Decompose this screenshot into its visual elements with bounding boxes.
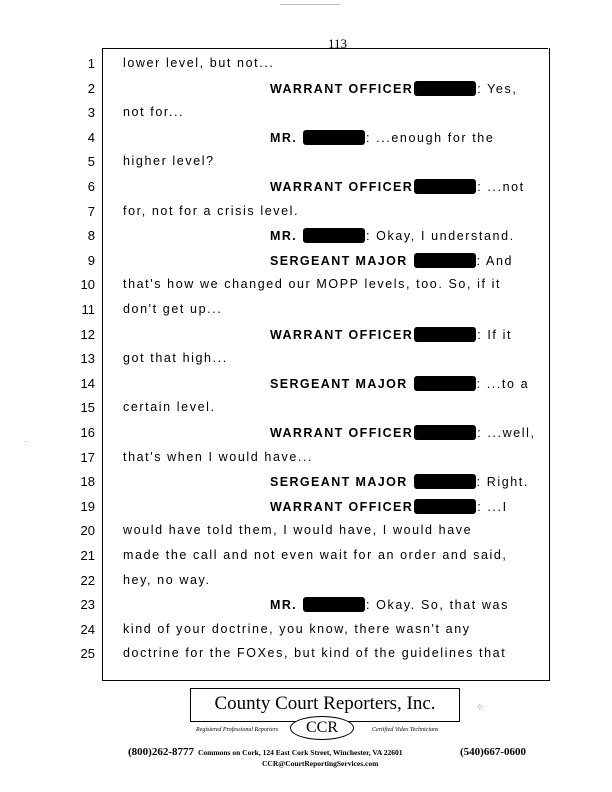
line-number: 10 xyxy=(80,277,95,293)
line-text xyxy=(123,154,215,168)
spoken-text: : ...I xyxy=(477,499,508,514)
line-number: 1 xyxy=(87,56,95,71)
speaker-line xyxy=(270,425,536,440)
redaction-block xyxy=(414,81,476,96)
line-number: 5 xyxy=(87,154,95,170)
speaker-line xyxy=(270,499,508,514)
line-text xyxy=(123,450,313,464)
line-number: 17 xyxy=(80,449,95,465)
line-number: 6 xyxy=(87,179,95,194)
redaction-block xyxy=(303,130,365,145)
spoken-text: hey, no way. xyxy=(123,572,211,587)
spoken-text: kind of your doctrine, you know, there wasn't any xyxy=(123,621,471,636)
logo-caption-left: Registered Professional Reporters xyxy=(196,727,279,733)
spoken-text: : Okay, I understand. xyxy=(366,229,515,244)
speaker-name: WARRANT OFFICER xyxy=(270,499,414,514)
line-text xyxy=(123,622,471,636)
transcript-line xyxy=(0,202,612,227)
redaction-block xyxy=(414,376,476,391)
line-number: 22 xyxy=(80,572,95,588)
spoken-text: : Okay. So, that was xyxy=(366,598,509,613)
line-number: 4 xyxy=(87,129,95,145)
speaker-name: SERGEANT MAJOR xyxy=(270,376,413,391)
spoken-text: certain level. xyxy=(123,400,216,415)
transcript-line xyxy=(0,103,612,128)
line-text xyxy=(123,105,184,119)
transcript-line xyxy=(0,571,612,596)
spoken-text: : ...enough for the xyxy=(366,130,495,145)
footer-phone-right: (540)667-0600 xyxy=(460,746,526,758)
redaction-block xyxy=(414,499,476,514)
line-text xyxy=(123,351,228,365)
line-text xyxy=(123,646,506,660)
line-number: 19 xyxy=(80,498,95,514)
spoken-text: : ...not xyxy=(477,180,525,194)
spoken-text: that's how we changed our MOPP levels, too. So, if it xyxy=(123,277,502,292)
line-number: 25 xyxy=(80,646,95,662)
speaker-line xyxy=(270,228,515,243)
transcript-line xyxy=(0,644,612,669)
speaker-line xyxy=(270,597,509,612)
logo-initials: CCR xyxy=(290,716,354,740)
redaction-block xyxy=(414,253,476,268)
line-text xyxy=(123,56,274,70)
speaker-name: MR. xyxy=(270,598,302,613)
line-number: 24 xyxy=(80,621,95,637)
spoken-text: that's when I would have... xyxy=(123,449,314,464)
line-number: 3 xyxy=(87,105,95,121)
redaction-block xyxy=(414,327,476,342)
spoken-text: : If it xyxy=(477,327,513,342)
transcript-line xyxy=(0,521,612,546)
line-text xyxy=(123,548,508,562)
transcript-line xyxy=(0,620,612,645)
line-number: 15 xyxy=(80,400,95,416)
scan-mark-line xyxy=(280,4,340,5)
speaker-name: WARRANT OFFICER xyxy=(270,327,414,342)
line-number: 16 xyxy=(80,425,95,440)
spoken-text: lower level, but not... xyxy=(123,56,275,70)
speaker-name: WARRANT OFFICER xyxy=(270,81,414,96)
line-number: 7 xyxy=(87,203,95,219)
line-number: 14 xyxy=(80,375,95,391)
transcript-line xyxy=(0,595,612,620)
line-number: 12 xyxy=(80,326,95,342)
spoken-text: : And xyxy=(476,253,514,268)
redaction-block xyxy=(414,474,476,489)
speaker-line xyxy=(270,474,529,489)
speaker-name: WARRANT OFFICER xyxy=(270,180,414,194)
transcript-line xyxy=(0,472,612,497)
spoken-text: : Yes, xyxy=(477,81,518,96)
transcript-frame-top xyxy=(102,48,548,49)
transcript-line xyxy=(0,448,612,473)
transcript-line xyxy=(0,374,612,399)
speaker-line xyxy=(270,327,512,342)
scan-dot: · xyxy=(24,437,27,446)
speaker-line xyxy=(270,81,517,96)
spoken-text: don't get up... xyxy=(123,302,223,316)
line-number: 9 xyxy=(87,252,95,268)
speaker-name: MR. xyxy=(270,130,302,145)
transcript-line xyxy=(0,300,612,325)
transcript-line xyxy=(0,398,612,423)
line-number: 2 xyxy=(87,80,95,96)
speaker-name: SERGEANT MAJOR xyxy=(270,475,413,490)
line-text xyxy=(123,204,299,218)
logo-caption-right: Certified Video Technicians xyxy=(372,727,439,733)
speaker-name: SERGEANT MAJOR xyxy=(270,253,413,268)
redaction-block xyxy=(414,425,476,440)
spoken-text: : ...to a xyxy=(476,376,530,391)
transcript-line xyxy=(0,152,612,177)
line-text xyxy=(123,523,472,537)
transcript-line xyxy=(0,251,612,276)
line-text xyxy=(123,302,222,316)
scan-speck: ⁘ xyxy=(476,702,484,712)
line-number: 11 xyxy=(81,302,95,317)
speaker-name: WARRANT OFFICER xyxy=(270,426,414,440)
spoken-text: doctrine for the FOXes, but kind of the guidelines that xyxy=(123,646,507,661)
footer-address: Commons on Cork, 124 East Cork Street, Winchester, VA 22601 xyxy=(198,748,403,757)
line-number: 8 xyxy=(87,228,95,244)
line-text xyxy=(123,277,501,291)
redaction-block xyxy=(303,597,365,612)
line-text xyxy=(123,573,211,587)
speaker-name: MR. xyxy=(270,229,302,244)
line-number: 13 xyxy=(80,351,95,367)
spoken-text: not for... xyxy=(123,105,185,120)
logo-company-name: County Court Reporters, Inc. xyxy=(214,693,436,714)
footer-email: CCR@CourtReportingServices.com xyxy=(262,759,379,768)
speaker-line xyxy=(270,179,525,194)
spoken-text: got that high... xyxy=(123,351,228,366)
page-number: 113 xyxy=(328,36,348,51)
speaker-line xyxy=(270,130,494,145)
transcript-line xyxy=(0,226,612,251)
spoken-text: for, not for a crisis level. xyxy=(123,203,300,218)
spoken-text: : Right. xyxy=(476,475,529,490)
spoken-text: : ...well, xyxy=(477,426,536,440)
line-text xyxy=(123,400,216,414)
speaker-line xyxy=(270,253,513,268)
transcript-line xyxy=(0,79,612,104)
transcript-line xyxy=(0,349,612,374)
line-number: 18 xyxy=(80,474,95,490)
transcript-line xyxy=(0,546,612,571)
transcript-line xyxy=(0,177,612,202)
line-number: 23 xyxy=(80,597,95,613)
transcript-line xyxy=(0,128,612,153)
spoken-text: higher level? xyxy=(123,154,215,169)
transcript-line xyxy=(0,325,612,350)
redaction-block xyxy=(303,228,365,243)
spoken-text: would have told them, I would have, I would have xyxy=(123,523,473,538)
footer-phone-left: (800)262-8777 xyxy=(128,746,194,758)
speaker-line xyxy=(270,376,529,391)
redaction-block xyxy=(414,179,476,194)
transcript-line xyxy=(0,423,612,448)
transcript-line xyxy=(0,497,612,522)
transcript-line xyxy=(0,275,612,300)
transcript-line xyxy=(0,54,612,79)
line-number: 21 xyxy=(80,548,95,563)
line-number: 20 xyxy=(80,523,95,539)
spoken-text: made the call and not even wait for an order and said, xyxy=(123,548,508,562)
